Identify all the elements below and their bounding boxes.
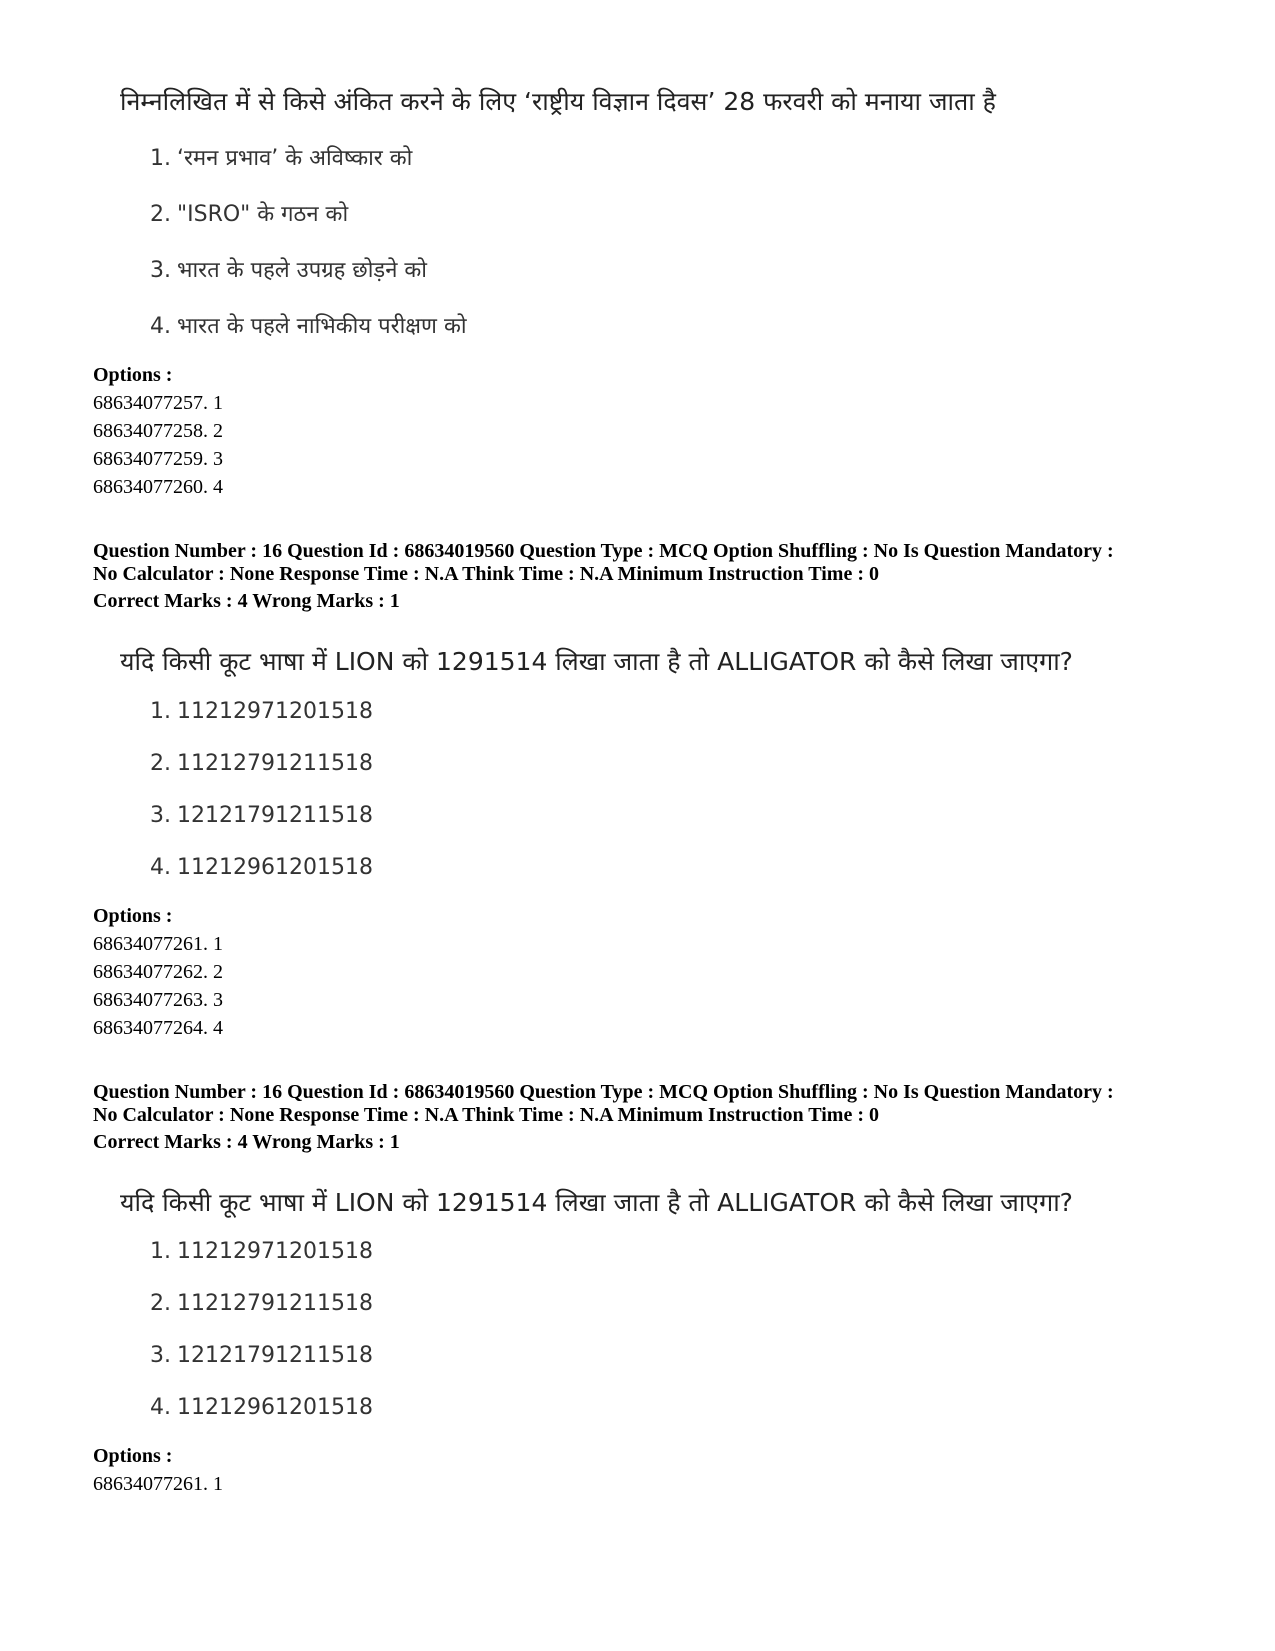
option-id: 68634077261. 1	[93, 933, 223, 955]
question-text: यदि किसी कूट भाषा में LION को 1291514 लिखा जाता है तो ALLIGATOR को कैसे लिखा जाएगा?	[120, 647, 1073, 676]
question-meta: No Calculator : None Response Time : N.A Think Time : N.A Minimum Instruction Time : 0	[93, 1104, 879, 1126]
question-text: निम्नलिखित में से किसे अंकित करने के लिए ‘राष्ट्रीय विज्ञान दिवस’ 28 फरवरी को मनाया जाता है	[120, 87, 996, 116]
question-choice: 3. 12121791211518	[150, 803, 373, 828]
question-text: यदि किसी कूट भाषा में LION को 1291514 लिखा जाता है तो ALLIGATOR को कैसे लिखा जाएगा?	[120, 1188, 1073, 1217]
option-id: 68634077263. 3	[93, 989, 223, 1011]
options-label: Options :	[93, 905, 173, 927]
question-meta: No Calculator : None Response Time : N.A Think Time : N.A Minimum Instruction Time : 0	[93, 563, 879, 585]
question-choice: 2. 11212791211518	[150, 751, 373, 776]
question-choice: 4. 11212961201518	[150, 855, 373, 880]
option-id: 68634077264. 4	[93, 1017, 223, 1039]
option-id: 68634077257. 1	[93, 392, 223, 414]
options-label: Options :	[93, 364, 173, 386]
option-id: 68634077262. 2	[93, 961, 223, 983]
question-choice: 4. 11212961201518	[150, 1395, 373, 1420]
option-id: 68634077261. 1	[93, 1473, 223, 1495]
option-id: 68634077258. 2	[93, 420, 223, 442]
question-meta: Question Number : 16 Question Id : 68634019560 Question Type : MCQ Option Shuffling : No Is Question Mandatory :	[93, 1081, 1114, 1103]
option-id: 68634077259. 3	[93, 448, 223, 470]
question-choice: 1. ‘रमन प्रभाव’ के अविष्कार को	[150, 146, 413, 171]
question-choice: 3. 12121791211518	[150, 1343, 373, 1368]
question-choice: 4. भारत के पहले नाभिकीय परीक्षण को	[150, 314, 467, 339]
options-label: Options :	[93, 1445, 173, 1467]
question-choice: 1. 11212971201518	[150, 699, 373, 724]
question-marks: Correct Marks : 4 Wrong Marks : 1	[93, 590, 400, 612]
question-choice: 1. 11212971201518	[150, 1239, 373, 1264]
option-id: 68634077260. 4	[93, 476, 223, 498]
question-choice: 2. "ISRO" के गठन को	[150, 202, 349, 227]
question-marks: Correct Marks : 4 Wrong Marks : 1	[93, 1131, 400, 1153]
question-choice: 2. 11212791211518	[150, 1291, 373, 1316]
question-choice: 3. भारत के पहले उपग्रह छोड़ने को	[150, 258, 427, 283]
question-meta: Question Number : 16 Question Id : 68634019560 Question Type : MCQ Option Shuffling : No Is Question Mandatory :	[93, 540, 1114, 562]
